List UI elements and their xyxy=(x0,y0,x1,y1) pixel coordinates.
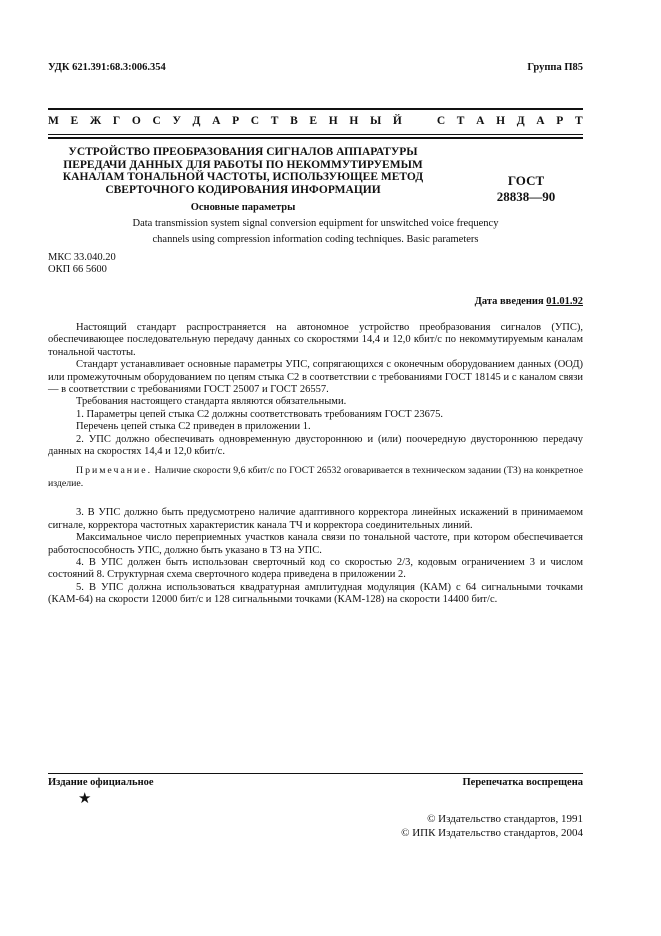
paragraph: 4. В УПС должен быть использован сверточный код со скоростью 2/3, кодовым ограничением 3 и числом состояний 8. Структурная схема сверточного кодера приведена в приложении 2. xyxy=(48,556,583,581)
mks-code: МКС 33.040.20 xyxy=(48,252,116,263)
banner-letter: Т xyxy=(456,115,465,127)
paragraph: Перечень цепей стыка С2 приведен в приложении 1. xyxy=(76,421,311,433)
english-title-line: channels using compression information coding techniques. Basic parameters xyxy=(152,234,479,245)
banner-letter: Н xyxy=(328,115,338,127)
reprint-prohibited-label: Перепечатка воспрещена xyxy=(462,777,583,788)
introduction-date-value: 01.01.92 xyxy=(546,296,583,307)
paragraph: 1. Параметры цепей стыка С2 должны соответствовать требованиям ГОСТ 23675. xyxy=(76,408,444,420)
banner-letter: Ы xyxy=(369,115,382,127)
classification-codes xyxy=(48,252,116,276)
title-line: СВЕРТОЧНОГО КОДИРОВАНИЯ ИНФОРМАЦИИ xyxy=(105,183,381,196)
document-title xyxy=(48,146,438,196)
copyright-block xyxy=(401,812,583,840)
title-block xyxy=(48,146,438,213)
document-subtitle: Основные параметры xyxy=(190,202,296,213)
banner-letter: Е xyxy=(70,115,79,127)
banner-letter: С xyxy=(436,115,446,127)
banner-letter: С xyxy=(250,115,260,127)
banner-rule-thin xyxy=(48,134,583,135)
introduction-date-label: Дата введения xyxy=(474,296,547,307)
banner-letter: У xyxy=(172,115,181,127)
note-label: Примечание. xyxy=(76,465,153,477)
body-text xyxy=(48,322,583,607)
banner-letter: А xyxy=(536,115,545,127)
paragraph: Настоящий стандарт распространяется на автономное устройство преобразования сигналов (УПС), обеспечивающее последовательную передачу данных со скоростями 14,4 и 12,0 кбит/с по некоммутируемым каналам тональной частоты. xyxy=(48,322,583,358)
title-line: ПЕРЕДАЧИ ДАННЫХ ДЛЯ РАБОТЫ ПО НЕКОММУТИРУЕМЫМ xyxy=(63,158,423,171)
paragraph: 3. В УПС должно быть предусмотрено наличие адаптивного корректора линейных искажений в принимаемом сигнале, корректора частотных характеристик канала ТЧ и корректора соединительных линий. xyxy=(48,507,583,531)
banner-letter: М xyxy=(48,115,59,127)
top-rule xyxy=(48,108,583,110)
star-icon: ★ xyxy=(78,791,92,807)
banner-letter: А xyxy=(476,115,485,127)
banner-letter: Е xyxy=(309,115,318,127)
english-title xyxy=(48,216,583,248)
banner-letter: Т xyxy=(270,115,279,127)
title-line: КАНАЛАМ ТОНАЛЬНОЙ ЧАСТОТЫ, ИСПОЛЬЗУЮЩЕЕ МЕТОД xyxy=(62,171,424,183)
banner-letter: Т xyxy=(574,115,583,127)
title-line: УСТРОЙСТВО ПРЕОБРАЗОВАНИЯ СИГНАЛОВ АППАРАТУРЫ xyxy=(68,146,418,158)
note-text: Наличие скорости 9,6 кбит/с по ГОСТ 26532 оговаривается в техническом задании (ТЗ) на конкретное изделие. xyxy=(48,465,583,489)
copyright-line: © ИПК Издательство стандартов, 2004 xyxy=(401,827,583,839)
gost-designation xyxy=(476,173,576,205)
paragraph: Максимальное число переприемных участков канала связи по тональной частоте, при котором обеспечивается работоспособность УПС, должно быть указано в ТЗ на УПС. xyxy=(48,532,583,556)
banner-letter: Н xyxy=(496,115,506,127)
copyright-line: © Издательство стандартов, 1991 xyxy=(427,813,583,825)
footer-rule xyxy=(48,773,583,774)
official-edition-label: Издание официальное xyxy=(48,777,154,788)
banner-letter: Д xyxy=(192,115,201,127)
english-title-line: Data transmission system signal conversion equipment for unswitched voice frequency xyxy=(132,218,499,229)
gost-number: 28838—90 xyxy=(496,189,556,204)
banner-letter: Д xyxy=(516,115,525,127)
introduction-date xyxy=(475,296,583,307)
banner-letter: Ж xyxy=(89,115,102,127)
paragraph: 2. УПС должно обеспечивать одновременную двустороннюю и (или) поочередную двустороннюю передачу данных на скоростях 14,4 и 12,0 кбит/с. xyxy=(48,433,583,458)
banner-letter: Р xyxy=(556,115,564,127)
banner-letter: Н xyxy=(349,115,359,127)
banner-letter: В xyxy=(290,115,298,127)
interstate-standard-banner xyxy=(48,115,583,127)
paragraph: Требования настоящего стандарта являются обязательными. xyxy=(76,396,347,408)
paragraph: 5. В УПС должна использоваться квадратурная амплитудная модуляция (КАМ) с 64 сигнальными точками (КАМ-64) на скорости 12000 бит/с и 128 сигнальными точками (КАМ-128) на скорости 14400 бит/с. xyxy=(48,581,583,606)
banner-letter: С xyxy=(152,115,161,127)
okp-code: ОКП 66 5600 xyxy=(48,264,107,275)
gost-label: ГОСТ xyxy=(507,173,545,188)
group-code: Группа П85 xyxy=(527,62,583,73)
banner-letter: О xyxy=(131,115,141,127)
banner-letter: А xyxy=(212,115,221,127)
paragraph: Стандарт устанавливает основные параметры УПС, сопрягающихся с оконечным оборудованием данных (ООД) или промежуточным оборудованием по цепям стыка С2 в соответствии с требованиями ГОСТ 18145 и с каналом связи — в соответствии с требованиями ГОСТ 25007 и ГОСТ 26557. xyxy=(48,359,583,396)
banner-letter: Г xyxy=(112,115,121,127)
banner-rule-thick xyxy=(48,137,583,139)
udk-code: УДК 621.391:68.3:006.354 xyxy=(48,62,166,73)
banner-letter: Й xyxy=(392,115,402,127)
note xyxy=(48,465,583,490)
banner-letter: Р xyxy=(232,115,240,127)
